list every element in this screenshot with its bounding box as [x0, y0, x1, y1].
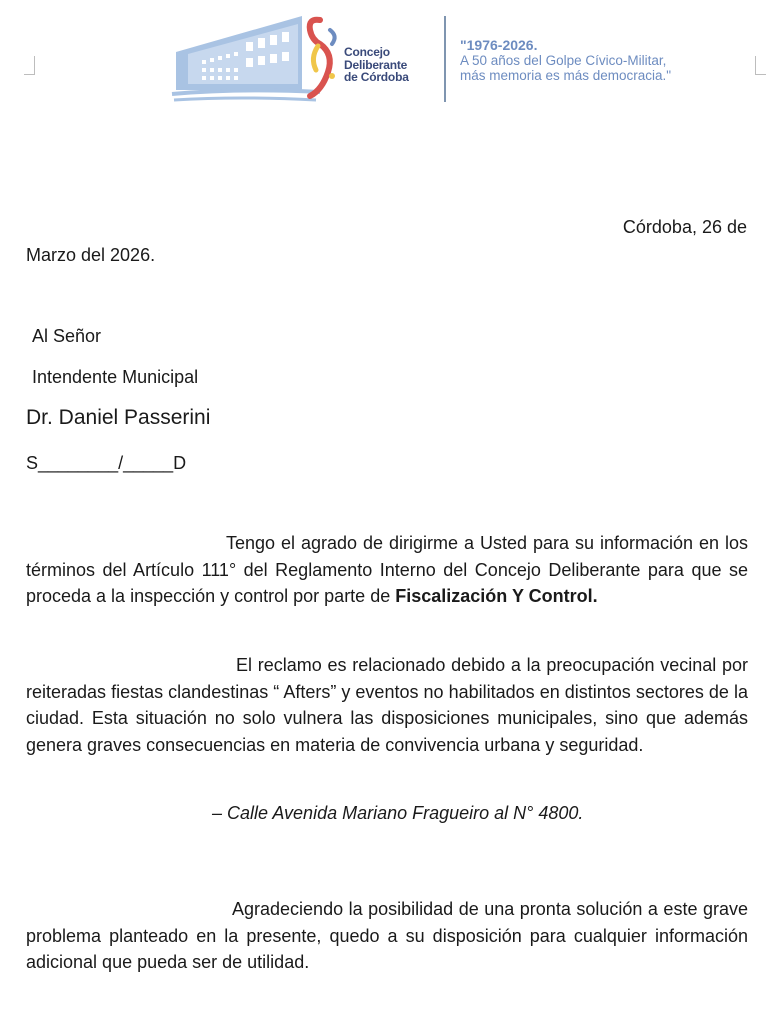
recipient-salutation: Al Señor — [32, 326, 102, 346]
recipient-title: Intendente Municipal — [32, 367, 199, 387]
complaint-address: – Calle Avenida Mariano Fragueiro al N° 4800. — [212, 803, 584, 823]
recipient-name: Dr. Daniel Passerini — [26, 406, 211, 429]
date-line2: Marzo del 2026. — [26, 245, 156, 265]
paragraph-3 — [26, 896, 748, 976]
slogan-line3: más memoria es más democracia." — [460, 68, 672, 83]
paragraph-2-text: El reclamo es relacionado debido a la preocupación vecinal por reiteradas fiestas clandestinas “ Afters” y eventos no habilitados en distintos sectores de la ciudad. Esta situación no solo vulnera las disposiciones municipales, sino que además genera graves consecuencias en materia de convivencia urbana y seguridad. — [26, 655, 748, 755]
org-name-line2: Deliberante — [344, 57, 408, 72]
paragraph-1 — [26, 530, 748, 610]
org-name-line3: de Córdoba — [344, 70, 409, 84]
concejo-logo-icon — [170, 10, 350, 110]
paragraph-1-bold: Fiscalización Y Control. — [395, 586, 598, 607]
recipient-sd: S________/_____D — [26, 453, 187, 473]
org-name-line1: Concejo — [344, 45, 390, 59]
paragraph-3-text: Agradeciendo la posibilidad de una pronta solución a este grave problema planteado en la presente, quedo a su disposición para cualquier información adicional que pueda ser de utilidad. — [26, 899, 748, 973]
date-line1: Córdoba, 26 de — [622, 217, 747, 237]
organization-name — [344, 46, 409, 84]
paragraph-2 — [26, 652, 748, 758]
slogan-line1: "1976-2026. — [460, 37, 538, 53]
slogan-line2: A 50 años del Golpe Cívico-Militar, — [460, 53, 667, 68]
paragraph-1-text: Tengo el agrado de dirigirme a Usted para su información en los términos del Artículo 111° del Reglamento Interno del Concejo Deliberante para que se proceda a la inspección y control por parte de — [26, 533, 748, 607]
letterhead — [170, 10, 730, 110]
corner-mark-right — [755, 56, 766, 75]
slogan — [460, 38, 671, 83]
corner-mark-left — [24, 56, 35, 75]
header-divider — [444, 16, 446, 102]
